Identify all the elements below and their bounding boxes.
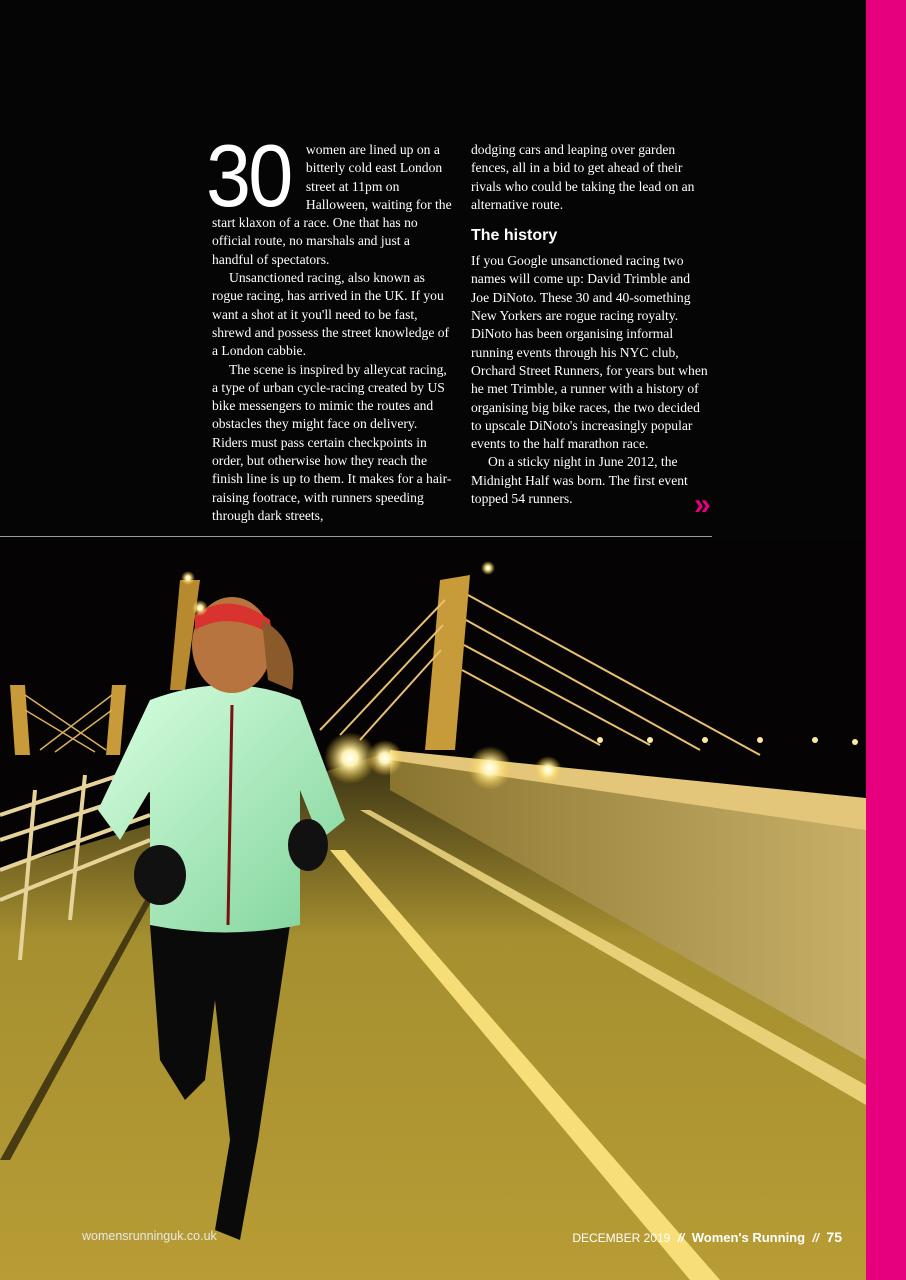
- intro-text: women are lined up on a bitterly cold east London street at 11pm on Halloween, waiting for the start klaxon of a race. One that has no official route, no marshals and just a handful of spectators.: [212, 142, 452, 267]
- runner-bridge-photo: [0, 540, 866, 1280]
- divider-rule: [0, 536, 712, 537]
- section-heading: The history: [471, 227, 558, 245]
- page-number: 75: [826, 1229, 842, 1245]
- footer-folio: [572, 1229, 842, 1245]
- footer-magazine-name: Women's Running: [691, 1230, 806, 1245]
- pink-edge-bar: [866, 0, 906, 1280]
- paragraph-midnight-half: On a sticky night in June 2012, the Midnight Half was born. The first event topped 54 runners.: [471, 454, 688, 507]
- paragraph-alleycat: The scene is inspired by alleycat racing, a type of urban cycle-racing created by US bike messengers to mimic the routes and obstacles they might face on delivery. Riders must pass certain checkpoints in order, but otherwise how they reach the finish line is up to them. It makes for a hair-raising footrace, with runners speeding through dark streets,: [212, 361, 452, 523]
- paragraph-history: If you Google unsanctioned racing two names will come up: David Trimble and Joe DiNoto. These 30 and 40-something New Yorkers are rogue racing royalty. DiNoto has been organising informal running events through his NYC club, Orchard Street Runners, for years but when he met Trimble, a runner with a history of organising big bike races, the two decided to upscale DiNoto's increasingly popular events to the half marathon race.: [471, 253, 708, 452]
- paragraph-dodging-cars: dodging cars and leaping over garden fences, all in a bid to get ahead of their rivals who could be taking the lead on an alternative route.: [471, 142, 695, 212]
- paragraph-rogue-racing: Unsanctioned racing, also known as rogue racing, has arrived in the UK. If you want a shot at it you'll need to be fast, shrewd and possess the street knowledge of a London cabbie.: [212, 270, 450, 359]
- intro-paragraph: [206, 126, 452, 269]
- article-column-1: [206, 126, 452, 525]
- photo-illustration: [0, 540, 866, 1280]
- footer-date: DECEMBER 2019: [572, 1231, 671, 1245]
- drop-cap: 30: [206, 126, 291, 225]
- article-column-2: [471, 141, 711, 508]
- continue-chevron-icon: »: [694, 488, 701, 521]
- footer-separator: //: [677, 1231, 685, 1245]
- footer-website: womensrunninguk.co.uk: [82, 1229, 217, 1243]
- footer-separator-2: //: [812, 1231, 820, 1245]
